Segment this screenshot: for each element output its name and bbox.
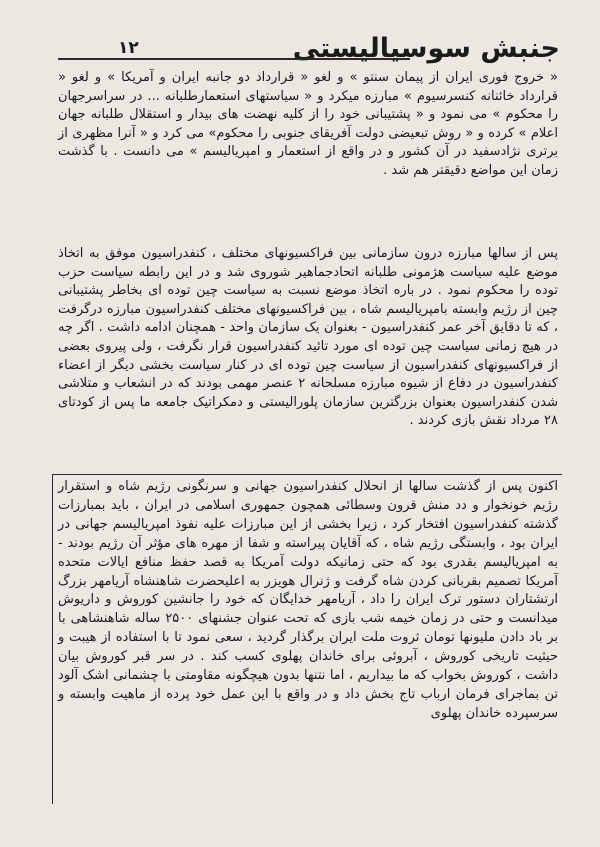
section-divider [52,474,562,475]
page-number: ۱۲ [118,38,139,58]
running-title: جنبش سوسیالیستی [292,33,560,64]
present-paragraph [58,478,558,724]
page-header [58,32,560,68]
paragraph-text: اکنون پس از گذشت سالها از انحلال کنفدراسیون جهانی و سرنگونی رژیم شاه و استقرار رژیم خونخوار و دد منش قرون وسطائی همچون جمهوری اسلامی در ایران ، باید بمبارزات گذشته کنفدراسیون افتخار کرد ، زیرا بخشی از این مبارزات علیه نفوذ امپریالیسم جهانی در ایران بود ، وابستگی رژیم شاه ، که آقایان پیراسته و شفا از مهره های مؤثر آن رژیم بودند - به امپریالیسم بقدری بود که حتی زمانیکه دولت آمریکا به قصد حفظ منافع ایالات متحده آمریکا تصمیم بقربانی کردن شاه گرفت و ژنرال هویزر به اعلیحضرت شاهنشاه آریامهر بزرگ ارتشتاران دستور ترک ایران را داد ، آریامهر خدایگان که خود را جانشین کوروش و داریوش میدانست و حتی در زمان خیمه شب بازی که تحت عنوان جشنهای ۲۵۰۰ ساله شاهنشاهی با بر باد دادن ملیونها تومان ثروت ملت ایران برگذار گردید ، سعی نمود تا با استفاده از هیبت و حیثیت تاریخی کوروش ، آبروئی برای خاندان پهلوی کسب کند . در سر قبر کوروش بیان داشت ، کوروش بخواب که ما بیداریم ، اما نتنها بدون هیچگونه مقاومتی با چشمانی اشک آلود تن بماجرای فرمان ارباب تاج بخش داد و در واقع با این عمل خود پرده از ماهیت وابسته و سرسپرده خاندان پهلوی [58,479,558,721]
paragraph-text: پس از سالها مبارزه درون سازمانی بین فراکسیونهای مختلف ، کنفدراسیون موفق به اتخاذ موضع علیه سیاست هژمونی طلبانه اتحادجماهیر شوروی شد و در این رابطه سیاست حزب توده را محکوم نمود . در باره اتخاذ موضع نسبت به سیاست چین توده ای بخاطر پشتیبانی چین از رژیم وابسته بامپریالیسم شاه ، بین فراکسیونهای مختلف کنفدراسیون مبارزه درگرفت ، که تا دقایق آخر عمر کنفدراسیون - بعنوان یک سازمان واحد - همچنان ادامه داشت . اگر چه در هیچ زمانی سیاست چین توده ای مورد تائید کنفدراسیون قرار نگرفت ، ولی پیروی بعضی از فراکسیونهای کنفدراسیون از سیاست چین توده ای در کنار سیاست بخشی دیگر از اعضاء کنفدراسیون در دفاع از شیوه مبارزه مسلحانه ۲ عنصر مهمی بودند که در انشعاب و متلاشی شدن کنفدراسیون بعنوان بزرگترین سازمان پلورالیستی و دمکراتیک جامعه ما پس از کودتای ۲۸ مرداد نقش بازی کردند . [58,246,558,429]
header-rule [58,58,410,60]
margin-rule [52,474,53,804]
quotes-paragraph [58,69,558,181]
history-paragraph [58,245,558,431]
paragraph-text: « خروج فوری ایران از پیمان سنتو » و لغو « قرارداد دو جانبه ایران و آمریکا » و لغو « قرارداد خائنانه کنسرسیوم » مبارزه میکرد و « سیاستهای استعمارطلبانه ... در سراسرجهان را محکوم » می نمود و « پشتیبانی خود را از کلیه نهضت های بیدار و استقلال طلبانه جهان اعلام » کرده و « روش تبعیضی دولت آفریقای جنوبی را محکوم» می کرد و « آنرا مظهری از برتری نژادسفید در آن کشور و در واقع از استعمار و امپریالیسم » می دانست . با گذشت زمان این مواضع دقیقتر هم شد . [58,70,558,178]
